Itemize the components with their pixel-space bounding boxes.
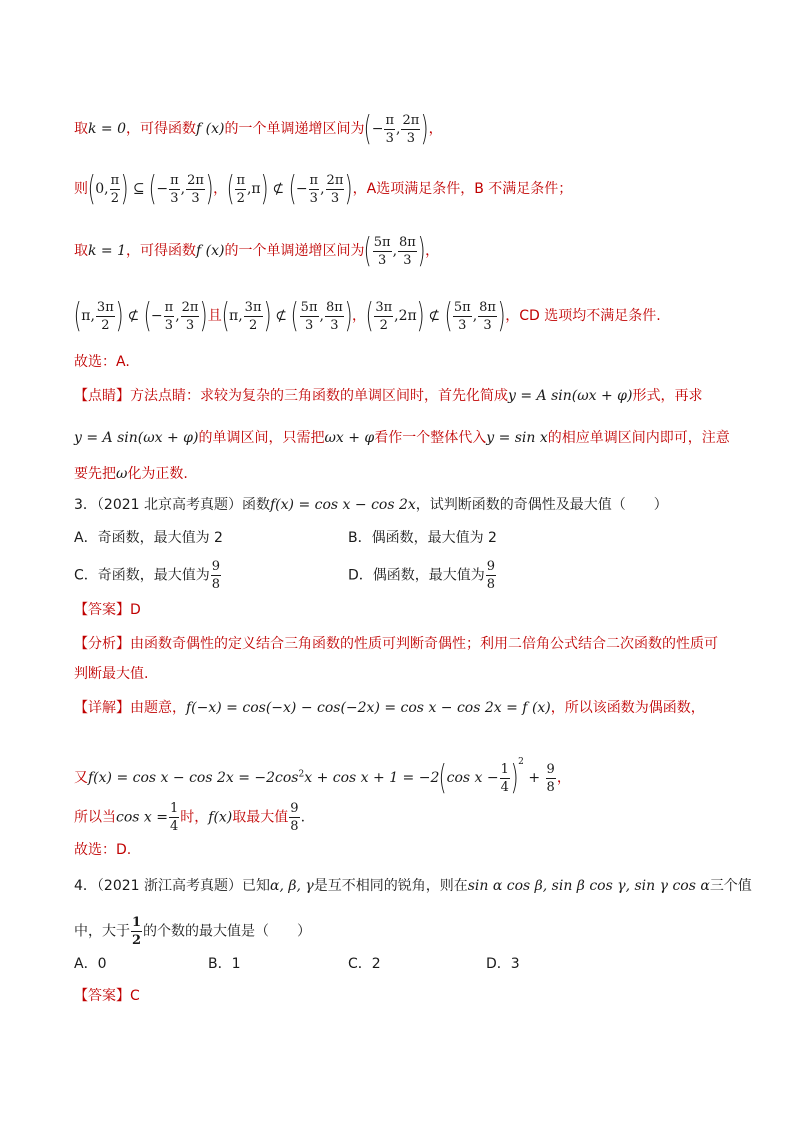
detail-label: 【详解】 — [74, 700, 130, 716]
text: 取 — [74, 121, 88, 137]
tip-line-3 — [74, 464, 188, 484]
line-k0: 取k = 0，可得函数f (x)的一个单调递增区间为(− $\frac{\pi}{3}$ , $\frac{2\pi}{3}$ )， — [74, 109, 443, 149]
fraction: $\frac{2\pi}{3}$ — [326, 172, 344, 206]
answer-label: 【答案】 — [74, 988, 130, 1004]
answer-value: D — [130, 602, 141, 618]
text: 化为正数. — [127, 466, 188, 482]
text: D．偶函数，最大值为 — [348, 567, 485, 584]
formula: y = A sin(ωx + φ) — [508, 388, 633, 404]
formula: sin α cos β, sin β cos γ, sin γ cos α — [467, 878, 710, 894]
formula: f(x) = cos x − cos 2x — [270, 497, 416, 513]
fraction: $\frac{3\pi}{2}$ — [244, 299, 262, 333]
line-subset: 则(0, $\frac{\pi}{2}$ ) ⊆ (− $\frac{\pi}{3}$ , $\frac{2\pi}{3}$ )，( $\frac{\pi}{2}$ ,π) ⊄ (− $\frac{\pi}{3}$ , $\frac{2\pi}{3}$ )，A选项满足条件，B 不满足条件； — [74, 169, 573, 209]
text: 3．（2021 北京高考真题）函数 — [74, 497, 270, 513]
tip-label: 【点睛】 — [74, 388, 130, 404]
fraction: $\frac{5\pi}{3}$ — [453, 299, 471, 333]
text: 由题意， — [130, 700, 186, 716]
q3-detail-3: 所以当cos x = $\frac{1}{4}$ 时，f(x)取最大值 $\frac{9}{8}$ . — [74, 801, 306, 834]
formula: α, β, γ — [270, 878, 314, 894]
fraction: $\frac{\pi}{2}$ — [236, 172, 245, 206]
formula: f(x) — [208, 809, 233, 826]
text: 的相应单调区间内即可，注意 — [547, 430, 730, 446]
formula: ω — [116, 466, 128, 482]
q4-option-d: D．3 — [486, 956, 520, 972]
text: 是互不相同的锐角，则在 — [313, 878, 468, 894]
q3-analysis-1 — [74, 634, 718, 654]
fraction: $\frac{8\pi}{3}$ — [399, 234, 416, 268]
fraction: $\frac{2\pi}{3}$ — [402, 112, 420, 146]
formula: f(−x) = cos(−x) − cos(−2x) = cos x − cos 2x = f (x) — [186, 700, 551, 716]
formula: cos x − — [446, 770, 499, 786]
fraction: $\frac{\pi}{2}$ — [110, 172, 120, 206]
q4-answer — [74, 986, 140, 1006]
text: 又 — [74, 770, 88, 786]
fraction: $\frac{9}{8}$ — [211, 559, 221, 592]
fraction: $\frac{2\pi}{3}$ — [181, 299, 199, 333]
text: 由函数奇偶性的定义结合三角函数的性质可判断奇偶性；利用二倍角公式结合二次函数的性质可 — [130, 636, 718, 652]
text: 的一个单调递增区间为 — [224, 121, 365, 137]
formula: f (x) — [196, 243, 225, 259]
fraction: $\frac{5\pi}{3}$ — [300, 299, 318, 333]
fraction: $\frac{3\pi}{2}$ — [375, 299, 393, 333]
choose-a: 故选：A. — [74, 354, 130, 370]
fraction: $\frac{\pi}{3}$ — [385, 112, 395, 146]
fraction: $\frac{9}{8}$ — [546, 761, 555, 795]
text: 看作一个整体代入 — [374, 430, 487, 446]
formula: ωx + φ — [324, 430, 375, 446]
text: 形式，再求 — [632, 388, 703, 404]
tip-line-2 — [74, 428, 730, 448]
text: ，CD 选项均不满足条件. — [505, 308, 661, 324]
text: ，试判断函数的奇偶性及最大值（ ） — [415, 497, 668, 513]
fraction: $\frac{1}{4}$ — [500, 761, 509, 795]
fraction: $\frac{8\pi}{3}$ — [479, 299, 496, 333]
formula: y = A sin(ωx + φ) — [74, 430, 199, 446]
fraction: $\frac{\pi}{3}$ — [170, 172, 179, 206]
fraction: $\frac{3\pi}{2}$ — [96, 299, 114, 333]
text: 则 — [74, 181, 88, 197]
q4-option-c: C．2 — [348, 956, 381, 972]
tip-line-1 — [74, 386, 702, 406]
text: 中，大于 — [74, 923, 130, 940]
text: 的一个单调递增区间为 — [224, 243, 365, 259]
q3-option-a: A．奇函数，最大值为 2 — [74, 530, 223, 546]
text: 所以当 — [74, 809, 116, 826]
q4-option-a: A．0 — [74, 956, 107, 972]
q4-option-b: B．1 — [208, 956, 241, 972]
text: 时， — [180, 809, 209, 826]
q3-option-d — [348, 560, 497, 591]
q3-detail-1 — [74, 698, 705, 718]
answer-label: 【答案】 — [74, 602, 130, 618]
question-4 — [74, 876, 752, 896]
question-4-line-2 — [74, 916, 311, 947]
fraction: $\frac{9}{8}$ — [486, 559, 496, 592]
text: 且 — [207, 308, 222, 324]
formula: k = 1 — [88, 243, 127, 259]
formula: f(x) = cos x − cos 2x = −2cos — [88, 770, 299, 786]
q3-answer — [74, 600, 141, 620]
fraction: $\frac{9}{8}$ — [290, 801, 299, 834]
text: 的个数的最大值是（ ） — [143, 923, 312, 940]
text: 的单调区间，只需把 — [198, 430, 325, 446]
fraction: $\frac{\pi}{3}$ — [164, 299, 174, 333]
fraction: $\frac{5\pi}{3}$ — [373, 234, 391, 268]
text: 取最大值 — [232, 809, 289, 826]
text: 方法点睛：求较为复杂的三角函数的单调区间时，首先化简成 — [130, 388, 508, 404]
formula: x + cos x + 1 = −2 — [304, 770, 440, 786]
analysis-label: 【分析】 — [74, 636, 130, 652]
q3-final: 故选：D. — [74, 842, 132, 858]
text: ，可得函数 — [126, 243, 197, 259]
line-k1: 取k = 1，可得函数f (x)的一个单调递增区间为( $\frac{5\pi}{3}$ , $\frac{8\pi}{3}$ )， — [74, 231, 440, 271]
q3-option-c — [74, 560, 222, 591]
fraction: $\frac{8\pi}{3}$ — [325, 299, 343, 333]
fraction: $\frac{2\pi}{3}$ — [187, 172, 204, 206]
fraction: $\frac{1}{4}$ — [169, 801, 179, 834]
text: ，可得函数 — [126, 121, 197, 137]
fraction: $\frac{1}{2}$ — [132, 915, 142, 948]
text: ，A选项满足条件，B 不满足条件； — [352, 181, 573, 197]
q3-detail-2: 又$f(x) = \cos x - \cos 2x = -2\cos^2x + \cos x + 1 = -2(\cos$ x − $\frac{1}{4}$ )$^2$ + $\frac{9}{8}$ ， — [74, 757, 571, 798]
answer-value: C — [130, 988, 140, 1004]
line-not-subset: (π, $\frac{3\pi}{2}$ ) ⊄ (− $\frac{\pi}{3}$ , $\frac{2\pi}{3}$ )且(π, $\frac{3\pi}{2}$ ) ⊄ ( $\frac{5\pi}{3}$ , $\frac{8\pi}{3}$ )，( $\frac{3\pi}{2}$ ,2π) ⊄ ( $\frac{5\pi}{3}$ , $\frac{8\pi}{3}$ )，CD 选项均不满足条件. — [73, 296, 661, 336]
text: ，所以该函数为偶函数， — [550, 700, 705, 716]
text: 取 — [74, 243, 88, 259]
text: C．奇函数，最大值为 — [74, 567, 210, 584]
text: 要先把 — [74, 466, 116, 482]
q3-analysis-2: 判断最大值. — [74, 666, 149, 682]
formula: k = 0 — [88, 121, 127, 137]
fraction: $\frac{\pi}{3}$ — [309, 172, 319, 206]
formula: cos x = — [116, 809, 168, 826]
text: 4．（2021 浙江高考真题）已知 — [74, 878, 270, 894]
formula: y = sin x — [486, 430, 548, 446]
question-3 — [74, 495, 668, 515]
q3-option-b: B．偶函数，最大值为 2 — [348, 530, 497, 546]
text: 三个值 — [709, 878, 752, 894]
formula: f (x) — [196, 121, 225, 137]
